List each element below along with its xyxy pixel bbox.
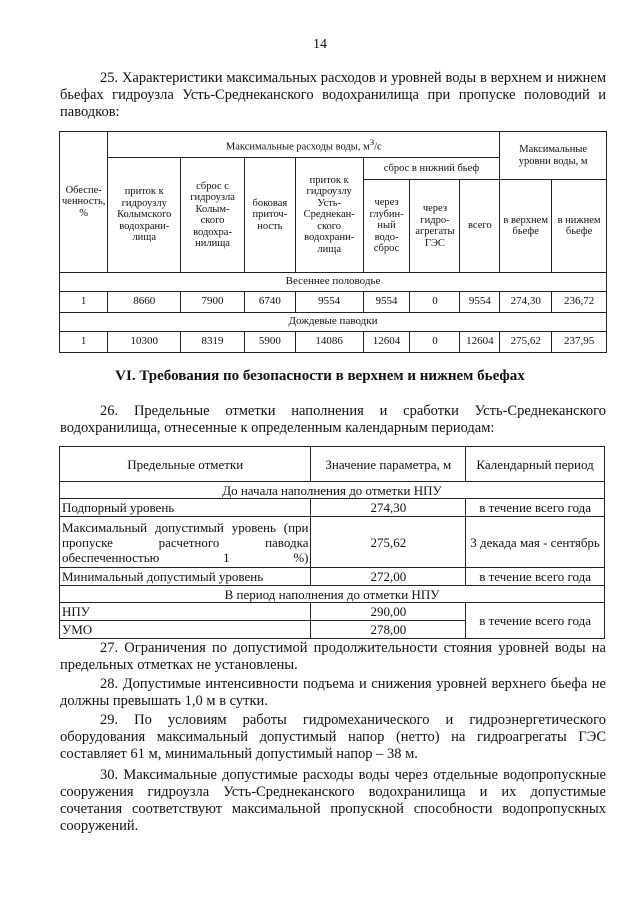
table-row: 1 8660 7900 6740 9554 9554 0 9554 274,30 236,72 — [60, 292, 607, 313]
col-header-limit-marks: Предельные отметки — [60, 447, 311, 482]
col-header-inflow-ust: приток к гидроузлу Усть- Среднекан- ского водохрани- лища — [295, 158, 363, 273]
col-header-upstream: в верхнем бьефе — [500, 180, 552, 273]
col-header-value: Значение параметра, м — [311, 447, 466, 482]
paragraph-29: 29. По условиям работы гидромеханического и гидроэнергетического оборудования максимальный допустимый напор (нетто) на гидроагрегаты ГЭС составляет 61 м, минимальный допустимый напор – 38 м. — [60, 712, 606, 762]
col-header-release-kolyma: сброс с гидроузла Колым- ского водохра- нилища — [181, 158, 245, 273]
col-header-lateral-inflow: боковая приточ- ность — [244, 158, 295, 273]
table-row: УМО 278,00 — [60, 621, 605, 639]
paragraph-30: 30. Максимальные допустимые расходы воды через отдельные водопропускные сооружения гидроузла Усть-Среднеканского водохранилища и их допустимые сочетания соответствуют максимальной пропускной способности водопропускных сооружений. — [60, 767, 606, 834]
table-row: Минимальный допустимый уровень 272,00 в течение всего года — [60, 568, 605, 586]
table-row: 1 10300 8319 5900 14086 12604 0 12604 275,62 237,95 — [60, 332, 607, 353]
group-header-max-levels: Максимальные уровни воды, м — [500, 132, 607, 180]
section-before-filling: До начала наполнения до отметки НПУ — [60, 482, 605, 499]
col-header-deep-spillway: через глубин- ный водо- сброс — [363, 180, 410, 273]
col-header-period: Календарный период — [466, 447, 605, 482]
section-heading-vi: VI. Требования по безопасности в верхнем и нижнем бьефах — [115, 368, 525, 384]
col-header-inflow-kolyma: приток к гидроузлу Колымского водохрани- лища — [108, 158, 181, 273]
paragraph-25: 25. Характеристики максимальных расходов и уровней воды в верхнем и нижнем бьефах гидроузла Усть-Среднеканского водохранилища при пропуске половодий и паводков: — [60, 70, 606, 120]
col-header-total: всего — [460, 180, 500, 273]
discharge-levels-table — [59, 131, 607, 353]
group-header-release-downstream: сброс в нижний бьеф — [363, 158, 500, 180]
section-spring-flood: Весеннее половодье — [60, 273, 607, 292]
paragraph-28: 28. Допустимые интенсивности подъема и снижения уровней верхнего бьефа не должны превышать 1,0 м в сутки. — [60, 676, 606, 709]
paragraph-27: 27. Ограничения по допустимой продолжительности стояния уровней воды на предельных отметках не установлены. — [60, 640, 606, 673]
page-number: 14 — [313, 37, 327, 52]
col-header-hydro-units: через гидро- агрегаты ГЭС — [410, 180, 460, 273]
table-row: НПУ 290,00 в течение всего года — [60, 603, 605, 621]
limit-marks-table — [59, 446, 605, 639]
table-row: Подпорный уровень 274,30 в течение всего года — [60, 499, 605, 517]
paragraph-26: 26. Предельные отметки наполнения и сработки Усть-Среднеканского водохранилища, отнесенные к определенным календарным периодам: — [60, 403, 606, 436]
table-row: Максимальный допустимый уровень (при пропуске расчетного паводка обеспеченностью 1 %) 275,62 3 декада мая - сентябрь — [60, 517, 605, 568]
section-rain-floods: Дождевые паводки — [60, 313, 607, 332]
col-header-downstream: в нижнем бьефе — [552, 180, 607, 273]
section-during-filling: В период наполнения до отметки НПУ — [60, 586, 605, 603]
col-header-obespechennost: Обеспе- ченность, % — [60, 132, 108, 273]
group-header-max-discharge: Максимальные расходы воды, $м^3/с$ — [108, 132, 500, 158]
